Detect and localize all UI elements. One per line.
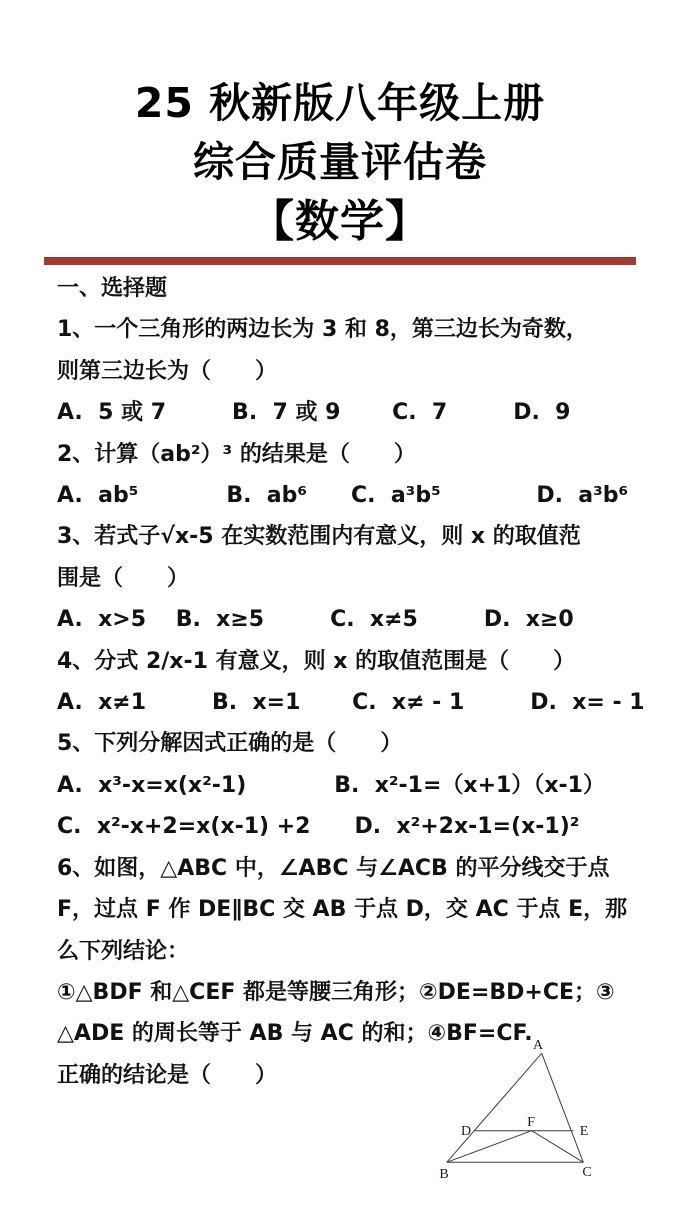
segment-FC [532,1131,584,1163]
question-5-options-line-1: A. x³-x=x(x²-1) B. x²-1=（x+1）（x-1） [57,772,605,798]
question-6-text-line-1: 6、如图，△ABC 中，∠ABC 与∠ACB 的平分线交于点 [57,855,610,881]
question-content [57,268,647,1096]
triangle-diagram [433,1038,613,1196]
segment-AC [542,1053,584,1162]
red-divider-rule [44,257,636,265]
paper-title-line-2: 综合质量评估卷 [193,138,487,186]
section-heading: 一、选择题 [57,276,168,301]
question-2-options: A. ab⁵ B. ab⁶ C. a³b⁵ D. a³b⁶ [57,483,629,509]
question-3-options: A. x>5 B. x≥5 C. x≠5 D. x≥0 [57,607,574,633]
question-3-text-line-1: 3、若式子√x-5 在实数范围内有意义，则 x 的取值范 [57,524,581,550]
paper-title-line-1: 25 秋新版八年级上册 [134,79,546,127]
vertex-label-E: E [579,1124,589,1139]
question-6-statements-line-2: △ADE 的周长等于 AB 与 AC 的和；④BF=CF. [57,1021,533,1047]
segment-BF [447,1131,532,1163]
vertex-label-A: A [532,1038,544,1053]
question-1-options: A. 5 或 7 B. 7 或 9 C. 7 D. 9 [57,400,571,426]
question-5-text: 5、下列分解因式正确的是（ ） [57,731,403,757]
paper-subject-title: 【数学】 [250,196,430,247]
question-6-text-line-2: F，过点 F 作 DE∥BC 交 AB 于点 D，交 AC 于点 E，那 [57,897,628,923]
vertex-label-D: D [460,1124,472,1139]
question-1-text-line-2: 则第三边长为（ ） [57,358,278,384]
vertex-label-B: B [439,1167,449,1182]
vertex-label-F: F [527,1115,535,1130]
vertex-label-C: C [582,1165,592,1180]
paper-title-block [0,74,680,251]
question-6-text-line-3: 么下列结论： [57,938,190,964]
question-3-text-line-2: 围是（ ） [57,565,190,591]
question-5-options-line-2: C. x²-x+2=x(x-1) +2 D. x²+2x-1=(x-1)² [57,814,580,840]
segment-AB [447,1053,542,1162]
question-1-text-line-1: 1、一个三角形的两边长为 3 和 8，第三边长为奇数， [57,317,588,343]
triangle-figure [433,1038,613,1196]
question-6-answer-prompt: 正确的结论是（ ） [57,1062,278,1088]
question-4-text: 4、分式 2/x-1 有意义，则 x 的取值范围是（ ） [57,648,576,674]
question-4-options: A. x≠1 B. x=1 C. x≠ - 1 D. x= - 1 [57,690,645,716]
question-2-text: 2、计算（ab²）³ 的结果是（ ） [57,441,416,467]
question-6-statements-line-1: ①△BDF 和△CEF 都是等腰三角形；②DE=BD+CE；③ [57,979,615,1005]
